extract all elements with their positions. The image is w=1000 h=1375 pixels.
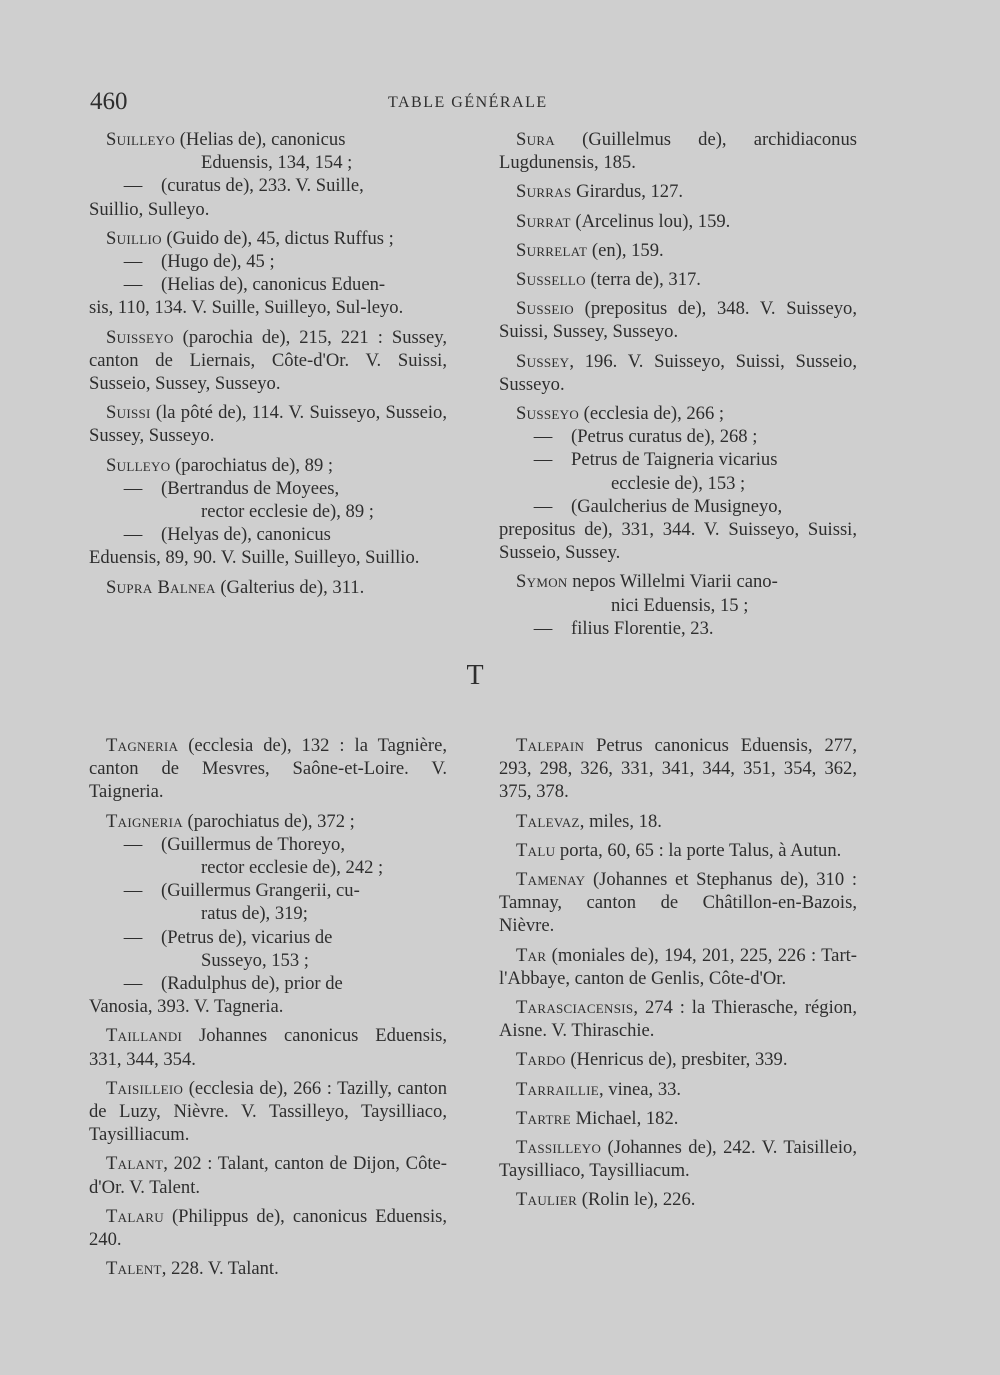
sub-entry [499,495,857,518]
entry-text: (moniales de), 194, 201, 225, 226 : Tart-l'Abbaye, canton de Genlis, Côte-d'Or. [499,944,857,989]
dash: — [123,524,143,546]
sub-entry-text: filius Florentie, 23. [571,617,714,639]
entry-headword: Taillandi [106,1025,183,1047]
entry-text: (prepositus de), 348. V. Suisseyo, Suissi, Sussey, Susseyo. [499,298,857,343]
index-entry [499,1136,857,1182]
entry-headword: Talent [106,1258,162,1280]
entry-headword: Surras [516,181,572,203]
index-entry [499,1048,857,1071]
entry-headword: Symon [516,571,568,593]
column-right-top [499,128,857,640]
entry-text: (parochiatus de), 89 ; [170,454,334,476]
dash: — [123,973,143,995]
entry-headword: Talevaz [516,810,580,832]
entry-text: , miles, 18. [579,810,662,832]
sub-entry-text: (Petrus curatus de), 268 ; [571,426,758,448]
entry-text: Petrus canonicus Eduensis, 277, 293, 298, 326, 331, 341, 344, 351, 354, 362, 375, 378. [499,735,857,803]
entry-text: , vinea, 33. [598,1078,682,1100]
entry-headword: Tassilleyo [516,1137,602,1159]
sub-entry-text: (Guillermus de Thoreyo, [161,833,346,855]
entry-continuation [499,594,857,617]
index-entry [499,350,857,396]
entry-text: (la pôté de), 114. V. Suisseyo, Susseio, Sussey, Susseyo. [89,402,447,447]
index-entry [499,996,857,1042]
index-entry [89,128,447,151]
sub-entry-continuation: Susseyo, 153 ; [201,949,309,971]
sub-entry-text: (Helyas de), canonicus [161,524,331,546]
entry-headword: Tartre [516,1107,571,1129]
sub-entry [499,448,857,494]
sub-entry [89,879,447,925]
entry-text: porta, 60, 65 : la porte Talus, à Autun. [555,839,842,861]
entry-text: Michael, 182. [571,1107,679,1129]
entry-headword: Sussello [516,269,586,291]
entry-text: (Helias de), canonicus [175,129,346,150]
index-entry [89,1205,447,1251]
sub-entry-continuation: ecclesie de), 153 ; [611,472,746,494]
entry-headword: Suisseyo [106,326,174,348]
entry-headword: Talaru [106,1205,164,1227]
dash: — [123,926,143,948]
entry-text: (Philippus de), canonicus Eduensis, 240. [89,1205,447,1251]
dash: — [123,175,143,197]
index-entry [499,1078,857,1101]
index-entry [499,128,857,174]
dash: — [123,880,143,902]
entry-headword: Sulleyo [106,454,171,476]
entry-headword: Tamenay [516,869,586,891]
entry-headword: Surrelat [516,239,588,261]
sub-entry [89,174,447,197]
entry-headword: Sussey [516,350,570,372]
index-entry [499,734,857,804]
index-entry [499,297,857,343]
dash: — [123,274,143,296]
index-entry [499,239,857,262]
index-entry [499,810,857,833]
entry-text: (Johannes de), 242. V. Taisilleio, Taysilliaco, Taysilliacum. [499,1137,857,1182]
sub-entry [89,477,447,523]
entry-text: (Johannes et Stephanus de), 310 : Tamnay, canton de Châtillon-en-Bazois, Nièvre. [499,869,857,937]
sub-entry-text: (Petrus de), vicarius de [161,926,333,948]
index-entry [499,210,857,233]
entry-headword: Suissi [106,402,151,424]
entry-text: (Guido de), 45, dictus Ruffus ; [161,227,394,249]
index-entry [499,839,857,862]
sub-entry [499,617,857,640]
entry-text: (ecclesia de), 266 ; [579,403,725,425]
entry-text: nepos Willelmi Viarii cano- [567,571,778,593]
entry-text: Johannes canonicus Eduensis, 331, 344, 354. [89,1025,447,1070]
index-entry [89,401,447,447]
continuation-text: nici Eduensis, 15 ; [611,594,749,616]
sub-entry-wrap: Suillio, Sulleyo. [89,198,210,220]
index-entry [89,326,447,396]
entry-headword: Taisilleio [106,1077,184,1099]
entry-text: , 196. V. Suisseyo, Suissi, Susseio, Susseyo. [499,350,857,395]
index-entry [89,1077,447,1147]
sub-entry [89,273,447,296]
sub-entry [89,926,447,972]
entry-text: (Guillelmus de), archidiaconus Lugdunensis, 185. [499,129,857,174]
dash: — [123,477,143,499]
sub-entry [499,425,857,448]
page-number: 460 [90,88,128,115]
entry-headword: Tagneria [106,735,179,756]
sub-entry-text: (Guillermus Grangerii, cu- [161,880,360,902]
sub-entry [89,972,447,995]
entry-text: , 274 : la Thierasche, région, Aisne. V. Thiraschie. [499,997,857,1042]
entry-headword: Talant [106,1153,164,1175]
index-entry [499,268,857,291]
entry-text: (parochiatus de), 372 ; [182,810,355,832]
entry-headword: Talepain [516,735,585,756]
dash: — [533,449,553,471]
column-left-bottom [89,734,447,1286]
entry-headword: Taigneria [106,810,183,832]
dash: — [123,251,143,273]
index-entry [499,1188,857,1211]
dash: — [533,426,553,448]
sub-entry-wrap: Eduensis, 89, 90. V. Suille, Suilleyo, Suillio. [89,547,420,569]
entry-text: (parochia de), 215, 221 : Sussey, canton de Liernais, Côte-d'Or. V. Suissi, Susseio, Sussey, Susseyo. [89,326,447,395]
dash: — [533,495,553,517]
dash: — [533,617,553,639]
entry-text: , 202 : Talant, canton de Dijon, Côte-d'Or. V. Talent. [89,1153,447,1198]
sub-entry-text: (Bertrandus de Moyees, [161,477,340,499]
sub-entry-continuation: rector ecclesie de), 242 ; [201,857,384,879]
entry-text: (en), 159. [587,239,664,261]
index-entry [499,868,857,938]
continuation-text: Eduensis, 134, 154 ; [201,152,353,174]
entry-text: (ecclesia de), 266 : Tazilly, canton de Luzy, Nièvre. V. Tassilleyo, Taysilliaco, Taysilliacum. [89,1077,447,1146]
sub-entry-wrap: Vanosia, 393. V. Tagneria. [89,996,284,1018]
column-left-top [89,128,447,605]
entry-text: (terra de), 317. [585,269,701,291]
entry-headword: Susseyo [516,403,580,425]
entry-text: (Rolin le), 226. [577,1189,696,1211]
sub-entry-text: Petrus de Taigneria vicarius [571,449,778,471]
column-right-bottom [499,734,857,1218]
index-entry [499,944,857,990]
index-entry [89,1152,447,1198]
entry-headword: Suilleyo [106,129,176,150]
index-entry [499,1107,857,1130]
sub-entry-text: (curatus de), 233. V. Suille, [161,175,364,197]
entry-headword: Susseio [516,298,574,320]
entry-headword: Supra Balnea [106,576,216,598]
running-title: TABLE GÉNÉRALE [388,94,548,111]
entry-headword: Surrat [516,210,571,232]
index-entry [89,734,447,804]
index-entry [89,1024,447,1070]
index-entry [499,570,857,593]
entry-text: , 228. V. Talant. [161,1258,279,1280]
index-entry [89,810,447,833]
section-letter: T [466,660,484,691]
sub-entry-wrap: prepositus de), 331, 344. V. Suisseyo, Suissi, Susseio, Sussey. [499,519,857,564]
entry-headword: Tardo [516,1049,566,1071]
sub-entry-wrap: sis, 110, 134. V. Suille, Suilleyo, Sul-leyo. [89,297,404,319]
entry-headword: Taulier [516,1189,578,1211]
entry-text: (Arcelinus lou), 159. [570,210,731,232]
entry-headword: Tarasciacensis [516,997,634,1019]
entry-headword: Suillio [106,227,162,249]
sub-entry [89,250,447,273]
entry-text: (Galterius de), 311. [215,576,365,598]
entry-continuation [89,151,447,174]
entry-headword: Sura [516,129,555,150]
sub-entry-text: (Gaulcherius de Musigneyo, [571,495,783,517]
entry-headword: Tar [516,944,547,966]
dash: — [123,833,143,855]
sub-entry-continuation: ratus de), 319; [201,903,308,925]
sub-entry-text: (Helias de), canonicus Eduen- [161,274,386,296]
index-entry [89,1257,447,1280]
index-entry [89,227,447,250]
sub-entry-text: (Hugo de), 45 ; [161,251,275,273]
sub-entry [89,833,447,879]
entry-text: (Henricus de), presbiter, 339. [565,1049,788,1071]
entry-text: (ecclesia de), 132 : la Tagnière, canton de Mesvres, Saône-et-Loire. V. Taigneria. [89,735,447,803]
index-entry [499,402,857,425]
sub-entry-text: (Radulphus de), prior de [161,973,343,995]
sub-entry-continuation: rector ecclesie de), 89 ; [201,501,374,523]
entry-headword: Tarraillie [516,1078,599,1100]
index-entry [499,180,857,203]
entry-headword: Talu [516,839,556,861]
index-entry [89,454,447,477]
entry-text: Girardus, 127. [571,181,684,203]
index-entry [89,576,447,599]
sub-entry [89,523,447,546]
